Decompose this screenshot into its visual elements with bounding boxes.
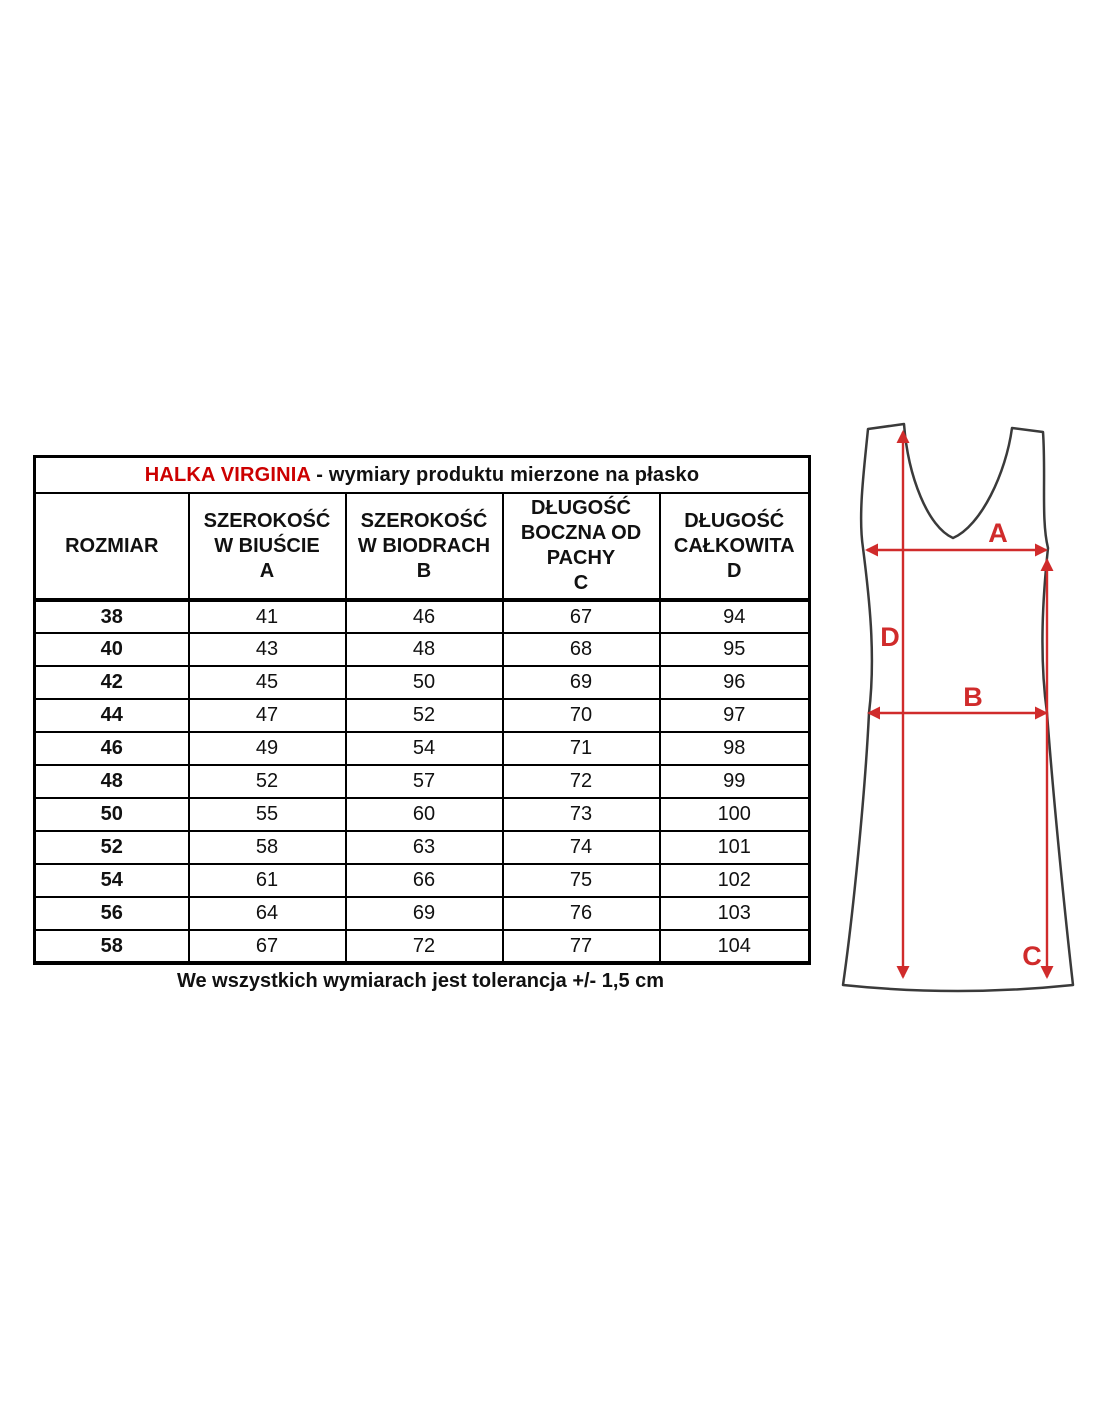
size-value: 46 (35, 732, 189, 765)
size-row (35, 897, 810, 930)
size-row (35, 831, 810, 864)
measurement-value: 71 (503, 732, 660, 765)
measurement-value: 74 (503, 831, 660, 864)
dress-outline (843, 424, 1073, 991)
size-table-body (35, 600, 810, 963)
size-value: 44 (35, 699, 189, 732)
measurement-value: 47 (189, 699, 346, 732)
column-header: ROZMIAR (35, 493, 189, 600)
size-value: 42 (35, 666, 189, 699)
measurement-value: 98 (660, 732, 810, 765)
measurement-value: 67 (503, 600, 660, 633)
size-row (35, 798, 810, 831)
column-header: SZEROKOŚĆ W BIUŚCIE A (189, 493, 346, 600)
size-value: 52 (35, 831, 189, 864)
size-value: 48 (35, 765, 189, 798)
measurement-value: 77 (503, 930, 660, 963)
measurement-value: 96 (660, 666, 810, 699)
measurement-value: 61 (189, 864, 346, 897)
measurement-value: 69 (346, 897, 503, 930)
measurement-value: 103 (660, 897, 810, 930)
measurement-value: 97 (660, 699, 810, 732)
measurement-value: 43 (189, 633, 346, 666)
measurement-value: 57 (346, 765, 503, 798)
measurement-value: 41 (189, 600, 346, 633)
label-d: D (880, 622, 900, 652)
size-row (35, 930, 810, 963)
size-value: 50 (35, 798, 189, 831)
measurement-value: 72 (503, 765, 660, 798)
measurement-value: 55 (189, 798, 346, 831)
column-header: DŁUGOŚĆ BOCZNA OD PACHY C (503, 493, 660, 600)
measurement-value: 99 (660, 765, 810, 798)
size-row (35, 666, 810, 699)
measurement-value: 46 (346, 600, 503, 633)
measurement-value: 63 (346, 831, 503, 864)
measurement-value: 75 (503, 864, 660, 897)
measurement-value: 76 (503, 897, 660, 930)
column-header: SZEROKOŚĆ W BIODRACH B (346, 493, 503, 600)
size-value: 54 (35, 864, 189, 897)
measurement-value: 68 (503, 633, 660, 666)
measurement-value: 54 (346, 732, 503, 765)
measurement-value: 69 (503, 666, 660, 699)
measurement-value: 102 (660, 864, 810, 897)
size-row (35, 600, 810, 633)
label-a: A (988, 518, 1008, 548)
size-table (33, 455, 811, 965)
size-value: 40 (35, 633, 189, 666)
measurement-value: 94 (660, 600, 810, 633)
size-row (35, 633, 810, 666)
label-b: B (963, 682, 983, 712)
dress-measurement-diagram (835, 415, 1083, 1007)
measurement-value: 72 (346, 930, 503, 963)
label-c: C (1022, 941, 1042, 971)
measurement-value: 52 (189, 765, 346, 798)
measurement-value: 49 (189, 732, 346, 765)
size-value: 38 (35, 600, 189, 633)
measurement-value: 101 (660, 831, 810, 864)
title-description: - wymiary produktu mierzone na płasko (316, 463, 700, 486)
measurement-value: 66 (346, 864, 503, 897)
measurement-value: 73 (503, 798, 660, 831)
size-value: 58 (35, 930, 189, 963)
measurement-value: 70 (503, 699, 660, 732)
measurement-value: 60 (346, 798, 503, 831)
measurement-value: 58 (189, 831, 346, 864)
table-title (35, 457, 810, 494)
measurement-value: 104 (660, 930, 810, 963)
measurement-value: 48 (346, 633, 503, 666)
measurement-value: 100 (660, 798, 810, 831)
measurement-value: 50 (346, 666, 503, 699)
size-row (35, 765, 810, 798)
measurement-value: 52 (346, 699, 503, 732)
measurement-value: 45 (189, 666, 346, 699)
measurement-value: 95 (660, 633, 810, 666)
column-header: DŁUGOŚĆ CAŁKOWITA D (660, 493, 810, 600)
product-name: HALKA VIRGINIA (144, 463, 311, 486)
table-title-row (35, 457, 810, 494)
measurement-value: 67 (189, 930, 346, 963)
tolerance-note: We wszystkich wymiarach jest tolerancja +/- 1,5 cm (176, 970, 665, 992)
column-header-row (35, 493, 810, 600)
size-row (35, 864, 810, 897)
size-row (35, 699, 810, 732)
measurement-value: 64 (189, 897, 346, 930)
size-row (35, 732, 810, 765)
size-value: 56 (35, 897, 189, 930)
